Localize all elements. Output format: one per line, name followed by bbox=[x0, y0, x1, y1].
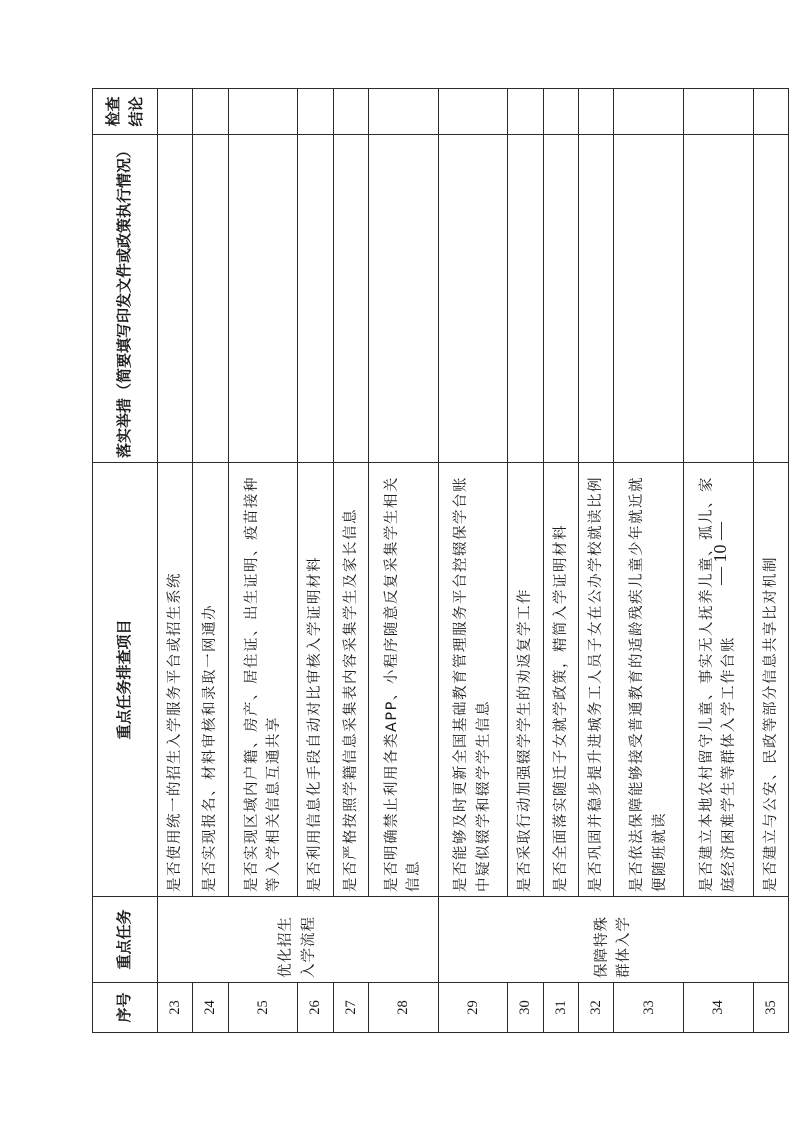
row-item: 是否严格按照学籍信息采集表内容采集学生及家长信息 bbox=[333, 463, 368, 897]
conclusion-cell[interactable] bbox=[193, 89, 228, 135]
row-item: 是否利用信息化手段自动对比审核入学证明材料 bbox=[298, 463, 333, 897]
table-row bbox=[193, 89, 228, 1033]
conclusion-cell[interactable] bbox=[508, 89, 543, 135]
table-row bbox=[614, 89, 684, 1033]
row-item: 是否建立本地农村留守儿童、事实无人抚养儿童、孤儿、家庭经济困难学生等群体入学工作台账 bbox=[684, 463, 754, 897]
table-row bbox=[438, 89, 508, 1033]
row-item: 是否使用统一的招生入学服务平台或招生系统 bbox=[157, 463, 192, 897]
row-number: 31 bbox=[543, 983, 578, 1033]
table-row bbox=[157, 89, 192, 1033]
table-row bbox=[228, 89, 298, 1033]
header-measure: 落实举措（简要填写印发文件或政策执行情况） bbox=[93, 135, 158, 463]
row-item: 是否全面落实随迁子女就学政策，精简入学证明材料 bbox=[543, 463, 578, 897]
conclusion-cell[interactable] bbox=[228, 89, 298, 135]
row-number: 33 bbox=[614, 983, 684, 1033]
row-number: 25 bbox=[228, 983, 298, 1033]
conclusion-cell[interactable] bbox=[684, 89, 754, 135]
measure-cell[interactable] bbox=[684, 135, 754, 463]
conclusion-cell[interactable] bbox=[333, 89, 368, 135]
header-task: 重点任务 bbox=[93, 897, 158, 983]
measure-cell[interactable] bbox=[369, 135, 439, 463]
row-number: 23 bbox=[157, 983, 192, 1033]
row-number: 24 bbox=[193, 983, 228, 1033]
row-number: 29 bbox=[438, 983, 508, 1033]
table-row bbox=[579, 89, 614, 1033]
row-number: 32 bbox=[579, 983, 614, 1033]
measure-cell[interactable] bbox=[193, 135, 228, 463]
conclusion-cell[interactable] bbox=[543, 89, 578, 135]
rotated-table-container bbox=[92, 89, 789, 1033]
table-row bbox=[508, 89, 543, 1033]
measure-cell[interactable] bbox=[298, 135, 333, 463]
row-item: 是否能够及时更新全国基础教育管理服务平台控辍保学台账中疑似辍学和辍学学生信息 bbox=[438, 463, 508, 897]
conclusion-cell[interactable] bbox=[438, 89, 508, 135]
row-item: 是否巩固并稳步提升进城务工人员子女在公办学校就读比例 bbox=[579, 463, 614, 897]
row-item: 是否依法保障能够接受普通教育的适龄残疾儿童少年就近就便随班就读 bbox=[614, 463, 684, 897]
measure-cell[interactable] bbox=[543, 135, 578, 463]
measure-cell[interactable] bbox=[753, 135, 788, 463]
measure-cell[interactable] bbox=[579, 135, 614, 463]
row-item: 是否实现区域内户籍、房产、居住证、出生证明、疫苗接种等入学相关信息互通共享 bbox=[228, 463, 298, 897]
header-item: 重点任务排查项目 bbox=[93, 463, 158, 897]
measure-cell[interactable] bbox=[438, 135, 508, 463]
group-label: 优化招生入学流程 bbox=[157, 897, 438, 983]
row-item: 是否实现报名、材料审核和录取一网通办 bbox=[193, 463, 228, 897]
conclusion-cell[interactable] bbox=[298, 89, 333, 135]
row-number: 34 bbox=[684, 983, 754, 1033]
table-row bbox=[333, 89, 368, 1033]
row-item: 是否明确禁止利用各类APP、小程序随意反复采集学生相关信息 bbox=[369, 463, 439, 897]
checklist-table bbox=[92, 88, 789, 1033]
header-row bbox=[93, 89, 158, 1033]
conclusion-cell[interactable] bbox=[369, 89, 439, 135]
row-number: 27 bbox=[333, 983, 368, 1033]
measure-cell[interactable] bbox=[508, 135, 543, 463]
row-item: 是否采取行动加强辍学学生的劝返复学工作 bbox=[508, 463, 543, 897]
conclusion-cell[interactable] bbox=[579, 89, 614, 135]
table-row bbox=[369, 89, 439, 1033]
measure-cell[interactable] bbox=[228, 135, 298, 463]
conclusion-cell[interactable] bbox=[753, 89, 788, 135]
page-number: — 10 — bbox=[710, 522, 730, 585]
header-seq: 序号 bbox=[93, 983, 158, 1033]
header-conclusion: 检查结论 bbox=[93, 89, 158, 135]
table-row bbox=[753, 89, 788, 1033]
table-row bbox=[298, 89, 333, 1033]
row-number: 26 bbox=[298, 983, 333, 1033]
measure-cell[interactable] bbox=[157, 135, 192, 463]
row-number: 35 bbox=[753, 983, 788, 1033]
conclusion-cell[interactable] bbox=[614, 89, 684, 135]
table-row bbox=[543, 89, 578, 1033]
measure-cell[interactable] bbox=[333, 135, 368, 463]
group-label: 保障特殊群体入学 bbox=[438, 897, 788, 983]
conclusion-cell[interactable] bbox=[157, 89, 192, 135]
row-number: 30 bbox=[508, 983, 543, 1033]
row-item: 是否建立与公安、民政等部分信息共享比对机制 bbox=[753, 463, 788, 897]
measure-cell[interactable] bbox=[614, 135, 684, 463]
row-number: 28 bbox=[369, 983, 439, 1033]
